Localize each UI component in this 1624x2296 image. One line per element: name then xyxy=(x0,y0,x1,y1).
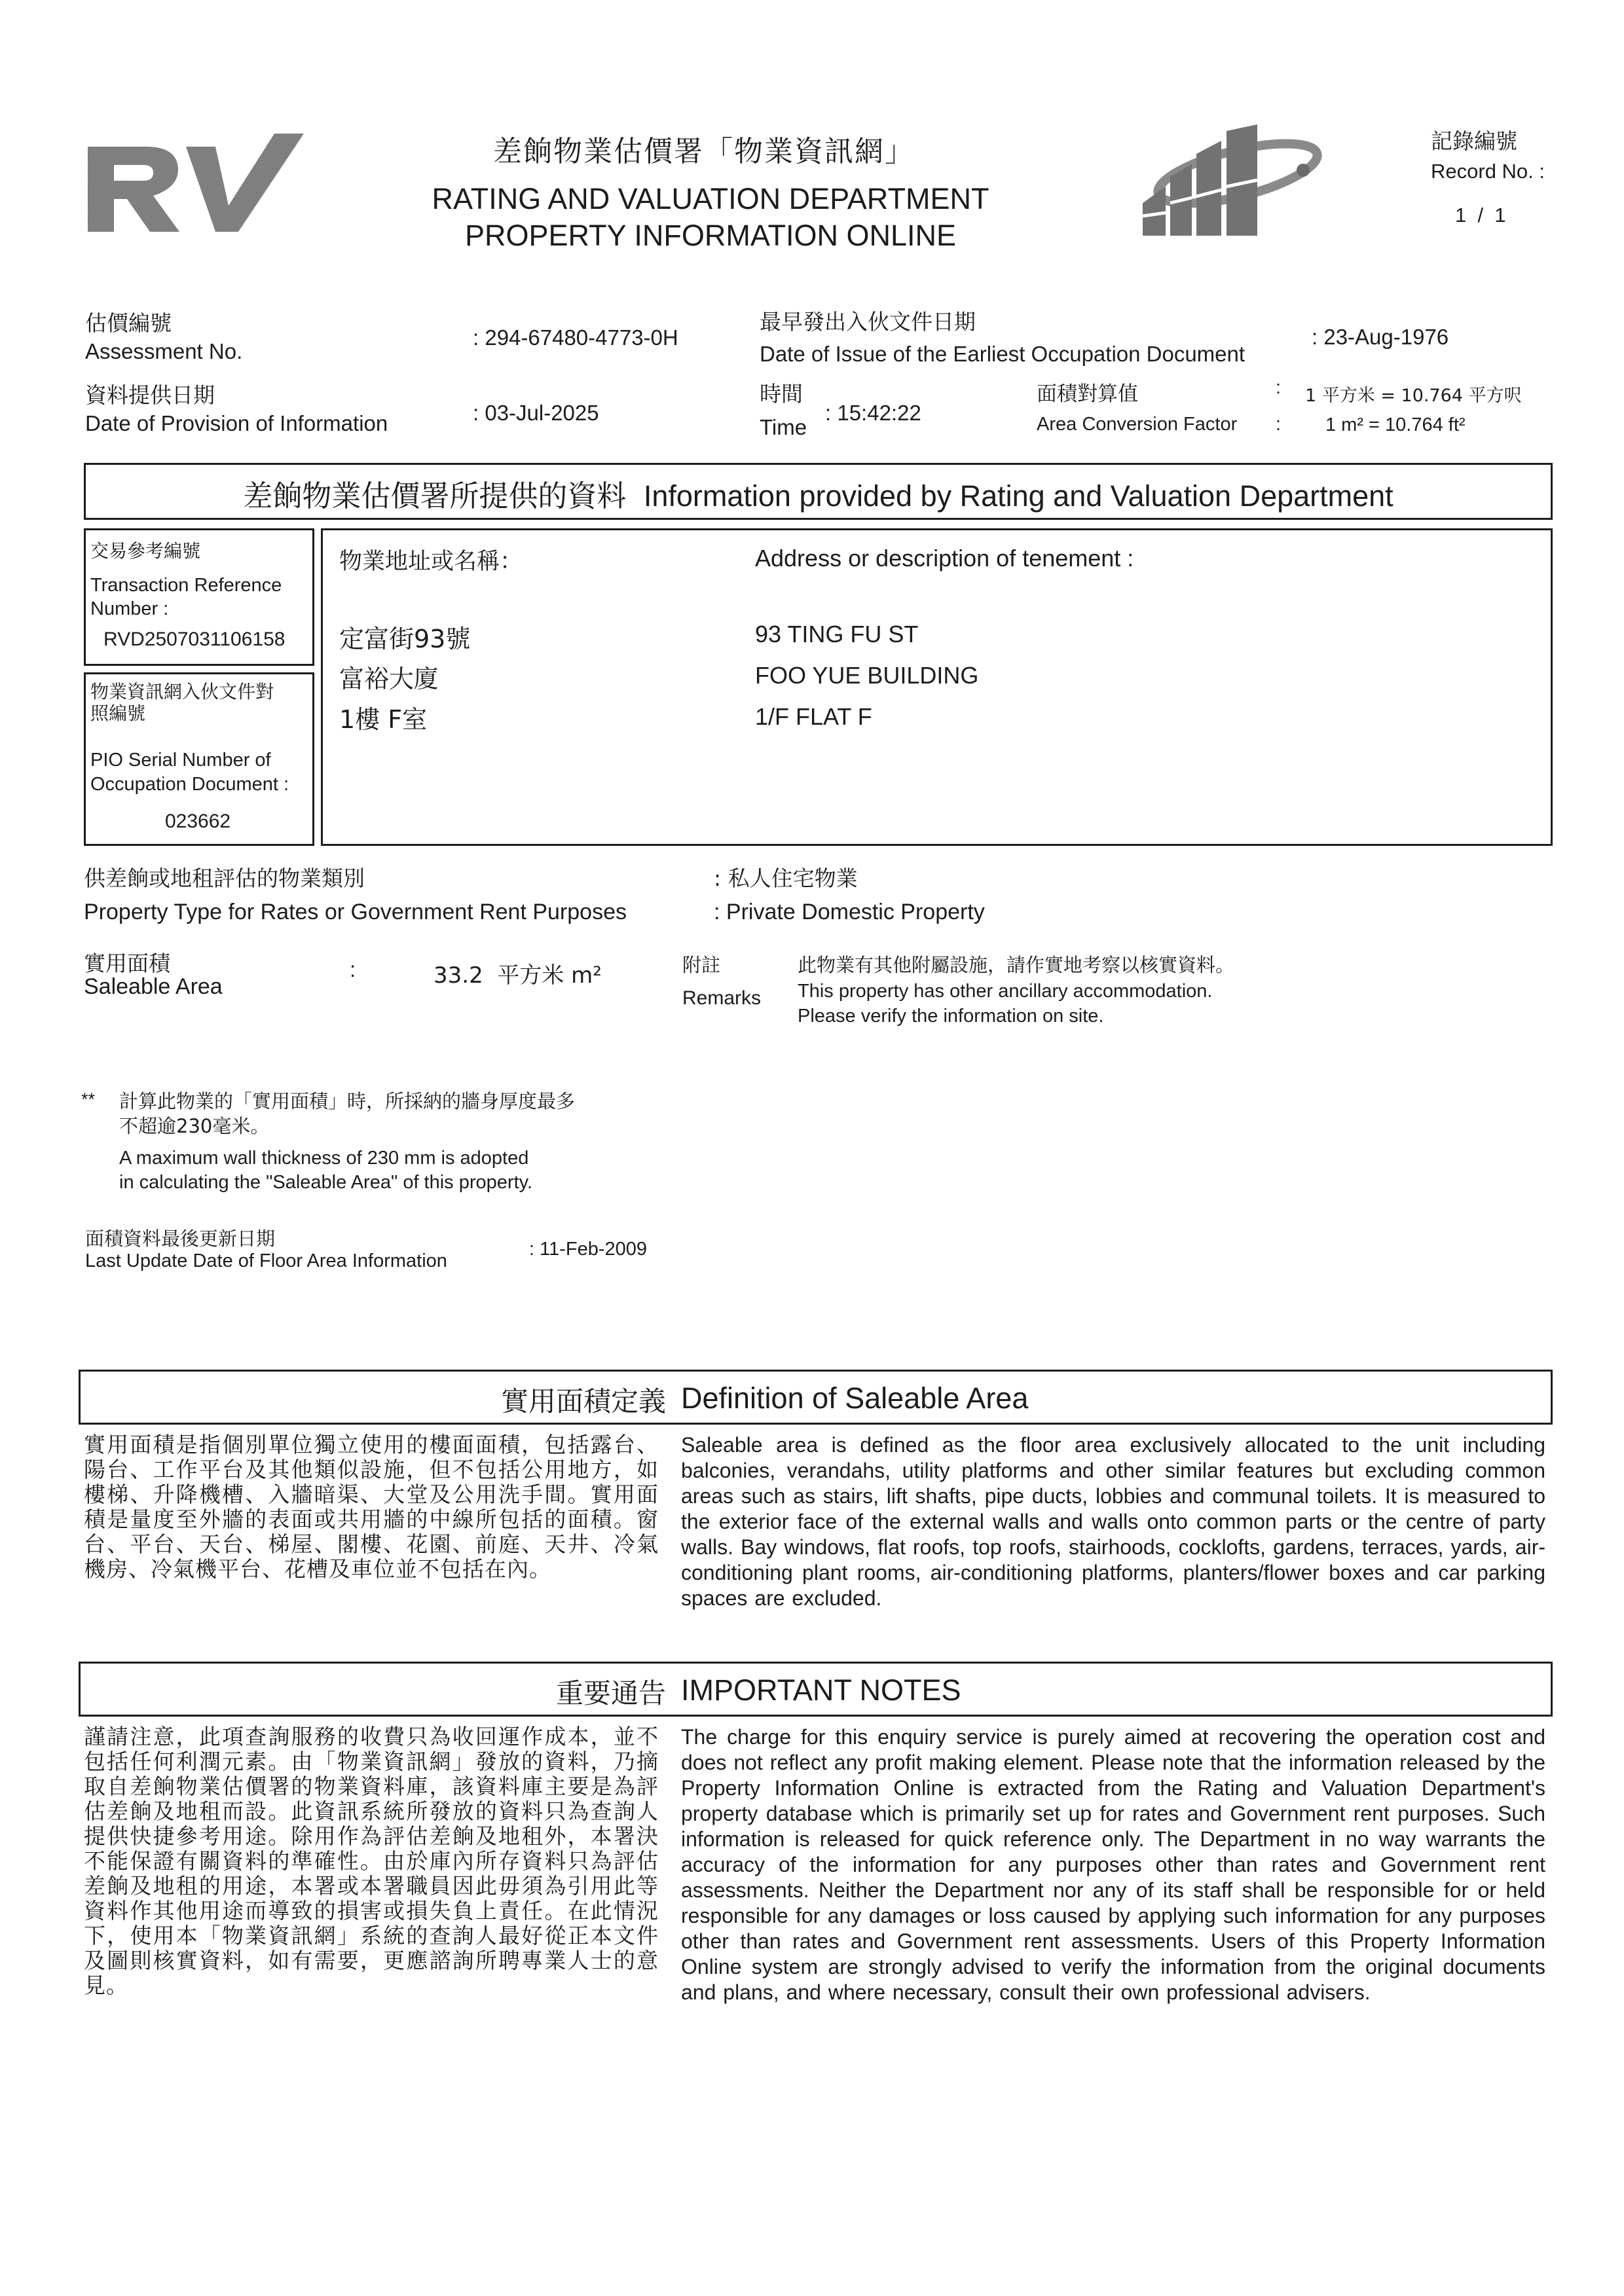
area-factor-label-zh: 面積對算值 xyxy=(1037,382,1138,406)
record-label-zh: 記錄編號 xyxy=(1431,128,1517,154)
provision-value: : 03-Jul-2025 xyxy=(473,401,599,425)
provision-label-zh: 資料提供日期 xyxy=(85,382,215,408)
address-zh-line-3: 1樓 F室 xyxy=(339,705,428,734)
remarks-zh: 此物業有其他附屬設施，請作實地考察以核實資料。 xyxy=(798,954,1235,976)
address-label-zh: 物業地址或名稱： xyxy=(339,549,523,575)
time-value: : 15:42:22 xyxy=(825,401,921,425)
remarks-label-zh: 附註 xyxy=(682,954,721,976)
last-update-label-en: Last Update Date of Floor Area Information xyxy=(85,1250,447,1271)
last-update-value: : 11-Feb-2009 xyxy=(529,1239,648,1260)
remarks-label-en: Remarks xyxy=(682,987,762,1009)
pio-label-zh: 物業資訊網入伙文件對照編號 xyxy=(90,681,274,724)
header-title-en-2: PROPERTY INFORMATION ONLINE xyxy=(464,219,957,252)
assessment-label-en: Assessment No. xyxy=(85,339,243,363)
area-factor-colon-2: : xyxy=(1276,414,1282,435)
address-zh-line-2: 富裕大廈 xyxy=(339,665,439,693)
assessment-value: : 294-67480-4773-0H xyxy=(473,325,678,350)
saleable-area-label-zh: 實用面積 xyxy=(84,951,170,976)
occupation-value: : 23-Aug-1976 xyxy=(1312,325,1449,349)
header-title-zh: 差餉物業估價署「物業資訊網」 xyxy=(493,135,915,168)
area-factor-label-en: Area Conversion Factor xyxy=(1037,414,1238,435)
txn-label-en: Transaction Reference Number : xyxy=(90,575,282,619)
rv-logo xyxy=(88,134,304,232)
header-title-en-1: RATING AND VALUATION DEPARTMENT xyxy=(432,182,989,215)
remarks-en-1: This property has other ancillary accommodation. xyxy=(798,981,1213,1002)
address-en-line-2: FOO YUE BUILDING xyxy=(755,662,979,689)
property-type-label-en: Property Type for Rates or Government Rent Purposes xyxy=(84,900,627,924)
saleable-area-colon: : xyxy=(350,957,356,981)
record-value: 1 / 1 xyxy=(1455,204,1506,227)
occupation-label-en: Date of Issue of the Earliest Occupation Document xyxy=(760,342,1246,366)
address-zh-line-1: 定富街93號 xyxy=(339,625,471,653)
remarks-en-2: Please verify the information on site. xyxy=(798,1006,1104,1027)
time-label-en: Time xyxy=(760,415,807,439)
txn-label-zh: 交易參考編號 xyxy=(90,540,201,562)
occupation-label-zh: 最早發出入伙文件日期 xyxy=(760,309,976,335)
property-type-value-en: : Private Domestic Property xyxy=(714,900,985,924)
definition-text-zh: 實用面積是指個別單位獨立使用的樓面面積，包括露台、陽台、工作平台及其他類似設施，但不包括公用地方，如樓梯、升降機槽、入牆暗渠、大堂及公用洗手間。實用面積是量度至外牆的表面或共用牆的中線所包括的面積。窗台、平台、天台、梯屋、閣樓、花園、前庭、天井、冷氣機房、冷氣機平台、花槽及車位並不包括在內。 xyxy=(84,1432,659,1582)
last-update-label-zh: 面積資料最後更新日期 xyxy=(85,1228,276,1250)
pio-value: 023662 xyxy=(165,811,231,832)
definition-title-zh: 實用面積定義 xyxy=(500,1385,666,1417)
notes-text-zh: 謹請注意，此項查詢服務的收費只為收回運作成本，並不包括任何利潤元素。由「物業資訊網」發放的資料，乃摘取自差餉物業估價署的物業資料庫，該資料庫主要是為評估差餉及地租而設。此資訊系統所發放的資料只為查詢人提供快捷參考用途。除用作為評估差餉及地租外，本署決不能保證有關資料的準確性。由於庫內所存資料只為評估差餉及地租的用途，本署或本署職員因此毋須為引用此等資料作其他用途而導致的損害或損失負上責任。在此情況下，使用本「物業資訊網」系統的查詢人最好從正本文件及圖則核實資料，如有需要，更應諮詢所聘專業人士的意見。 xyxy=(84,1724,659,1998)
provision-label-en: Date of Provision of Information xyxy=(85,411,388,435)
record-label-en: Record No. : xyxy=(1431,160,1545,183)
assessment-label-zh: 估價編號 xyxy=(85,310,172,336)
wall-note-stars: ** xyxy=(81,1089,96,1109)
saleable-area-label-en: Saleable Area xyxy=(84,974,223,999)
area-factor-value-en: 1 m² = 10.764 ft² xyxy=(1325,414,1466,435)
notes-title-zh: 重要通告 xyxy=(555,1677,666,1709)
address-en-line-3: 1/F FLAT F xyxy=(755,703,872,730)
info-section-title xyxy=(84,472,1553,515)
saleable-area-value: 33.2 平方米 m² xyxy=(434,962,602,989)
pio-label-en: PIO Serial Number of Occupation Document : xyxy=(90,750,289,795)
definition-text-en: Saleable area is defined as the floor area exclusively allocated to the unit including balconies, verandahs, utility platforms and other similar features but excluding common areas such as stairs, lift shafts, pipe ducts, lobbies and communal toilets. It is measured to the exterior face of the external walls and walls onto common parts or the centre of party walls. Bay windows, flat roofs, top roofs, stairhoods, cocklofts, gardens, terraces, yards, air-conditioning plant rooms, air-conditioning platforms, planters/flower boxes and car parking spaces are excluded. xyxy=(681,1433,1545,1610)
wall-note-en-2: in calculating the "Saleable Area" of this property. xyxy=(119,1172,533,1193)
notes-title-en: IMPORTANT NOTES xyxy=(681,1673,961,1707)
info-section-title-zh: 差餉物業估價署所提供的資料 xyxy=(243,479,627,513)
address-en-line-1: 93 TING FU ST xyxy=(755,621,919,647)
wall-note-zh-2: 不超逾230毫米。 xyxy=(119,1115,270,1137)
area-factor-value-zh: 1 平方米 = 10.764 平方呎 xyxy=(1305,386,1522,406)
txn-value: RVD2507031106158 xyxy=(103,629,286,650)
address-label-en: Address or description of tenement : xyxy=(755,545,1134,572)
info-section-title-en: Information provided by Rating and Valuation Department xyxy=(643,479,1393,513)
buildings-logo xyxy=(1130,124,1326,236)
time-label-zh: 時間 xyxy=(760,381,803,407)
definition-title-en: Definition of Saleable Area xyxy=(681,1381,1029,1415)
wall-note-zh-1: 計算此物業的「實用面積」時，所採納的牆身厚度最多 xyxy=(119,1090,576,1112)
notes-text-en: The charge for this enquiry service is purely aimed at recovering the operation cost and does not reflect any profit making element. Please note that the information released by the Property Information Online is extracted from the Rating and Valuation Department's property database which is primarily set up for rates and Government rent purposes. Such information is released for quick reference only. The Department in no way warrants the accuracy of the information for any purposes other than rates and Government rent assessments. Neither the Department nor any of its staff shall be responsible for or held responsible for any damages or loss caused by applying such information for any purposes other than rates and Government rent assessments. Users of this Property Information Online system are strongly advised to verify the information from the original documents and plans, and where necessary, consult their own professional advisers. xyxy=(681,1725,1545,2004)
property-type-value-zh: : 私人住宅物業 xyxy=(714,866,858,891)
area-factor-colon-1: : xyxy=(1276,377,1282,398)
property-type-label-zh: 供差餉或地租評估的物業類別 xyxy=(84,866,365,891)
wall-note-en-1: A maximum wall thickness of 230 mm is adopted xyxy=(119,1148,529,1169)
